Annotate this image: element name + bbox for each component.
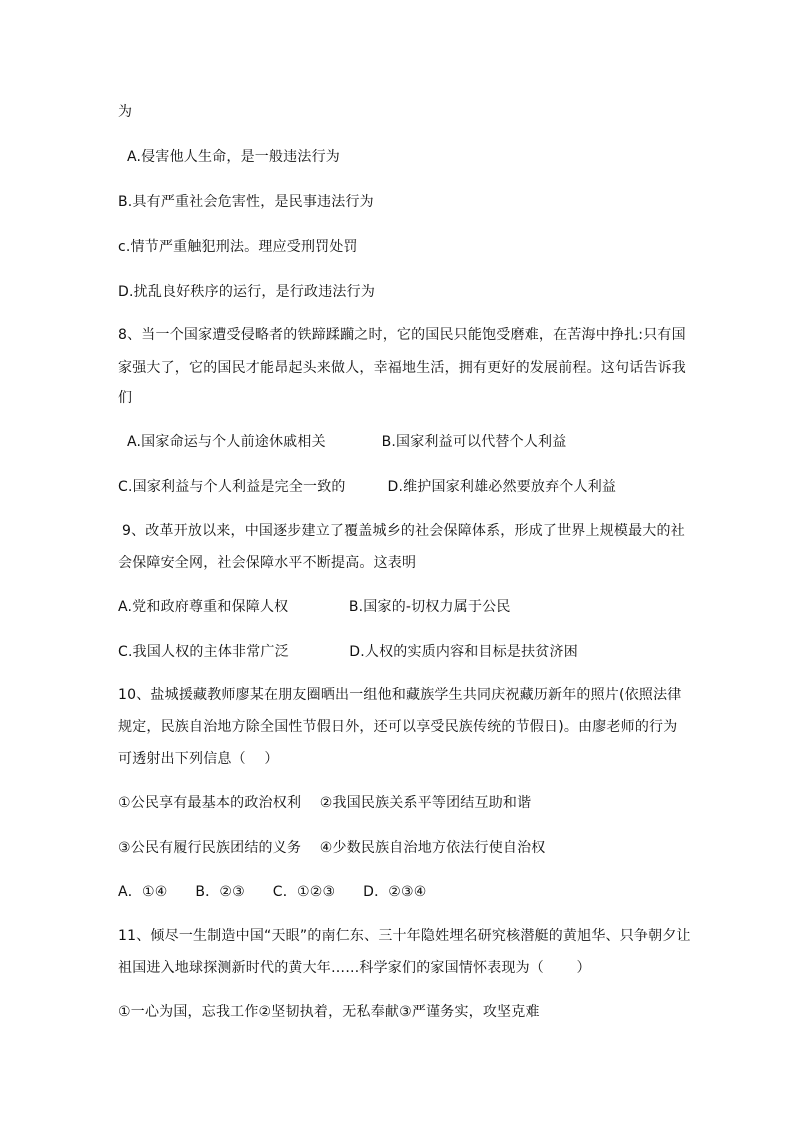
q8-stem-line-1: 8、当一个国家遭受侵略者的铁蹄蹂躏之时，它的国民只能饱受磨难，在苦海中挣扎:只有国 [118, 327, 686, 343]
q10-stem-line-1: 10、盐城援藏教师廖某在朋友圈晒出一组他和藏族学生共同庆祝藏历新年的照片(依照法律 [118, 687, 682, 703]
q8-stem-line-3: 们 [118, 390, 133, 406]
q10-statements-row-2: ③公民有履行民族团结的义务 ④少数民族自治地方依法行使自治权 [118, 840, 546, 856]
q8-options-row-2: C.国家利益与个人利益是完全一致的 D.维护国家利雄必然要放弃个人利益 [118, 479, 617, 495]
q10-stem-line-2: 规定，民族自治地方除全国性节假日外，还可以享受民族传统的节假日)。由廖老师的行为 [118, 719, 678, 735]
q7-stem-continuation: 为 [118, 104, 133, 120]
q10-stem-line-3: 可透射出下列信息（ ） [118, 751, 279, 767]
q9-stem-line-2: 会保障安全网，社会保障水平不断提高。这表明 [118, 555, 417, 571]
q11-stem-line-2: 祖国进入地球探测新时代的黄大年……科学家们的家国情怀表现为（ ） [118, 960, 591, 976]
q9-options-row-1: A.党和政府尊重和保障人权 B.国家的-切权力属于公民 [118, 599, 511, 615]
q8-options-row-1: A.国家命运与个人前途休戚相关 B.国家利益可以代替个人利益 [127, 434, 567, 450]
q11-statements-row-1: ①一心为国，忘我工作②坚韧执着，无私奉献③严谨务实，攻坚克难 [118, 1004, 540, 1020]
q7-option-d: D.扰乱良好秩序的运行，是行政违法行为 [118, 284, 376, 300]
q7-option-c: c.情节严重触犯刑法。理应受刑罚处罚 [118, 239, 358, 255]
q11-stem-line-1: 11、倾尽一生制造中国“天眼”的南仁东、三十年隐姓埋名研究核潜艇的黄旭华、只争朝夕让 [118, 928, 691, 944]
q10-statements-row-1: ①公民享有最基本的政治权利 ②我国民族关系平等团结互助和谐 [118, 795, 532, 811]
q9-options-row-2: C.我国人权的主体非常广泛 D.人权的实质内容和目标是扶贫济困 [118, 644, 578, 660]
q7-option-b: B.具有严重社会危害性，是民事违法行为 [118, 194, 374, 210]
q7-option-a: A.侵害他人生命，是一般违法行为 [127, 149, 340, 165]
q8-stem-line-2: 家强大了，它的国民才能昂起头来做人，幸福地生活，拥有更好的发展前程。这句话告诉我 [118, 360, 686, 376]
q10-choices: A．①④ B．②③ C．①②③ D．②③④ [118, 884, 427, 900]
q9-stem-line-1: 9、改革开放以来，中国逐步建立了覆盖城乡的社会保障体系，形成了世界上规模最大的社 [122, 523, 685, 539]
